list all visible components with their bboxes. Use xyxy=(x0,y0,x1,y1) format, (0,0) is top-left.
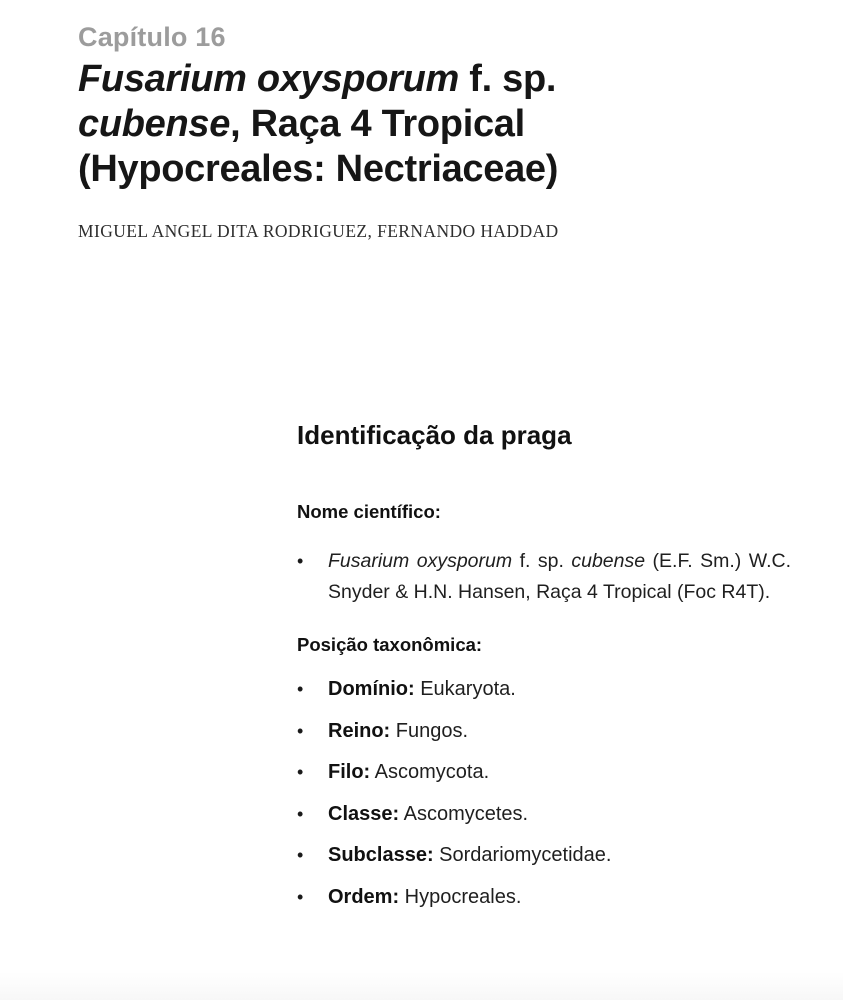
title-species-name: Fusarium oxysporum xyxy=(78,58,460,100)
taxonomy-item-dominio xyxy=(297,676,791,703)
taxonomy-item-text xyxy=(328,842,611,869)
taxonomy-list xyxy=(297,676,791,925)
taxonomy-item-ordem xyxy=(297,884,791,911)
taxonomy-term: Reino: xyxy=(328,719,391,742)
chapter-kicker: Capítulo 16 xyxy=(78,22,226,52)
scientific-name-item xyxy=(297,546,791,608)
page-bottom-fade xyxy=(0,972,843,1000)
taxonomy-item-subclasse xyxy=(297,842,791,869)
taxonomy-term: Ordem: xyxy=(328,885,400,908)
taxonomy-value: Eukaryota. xyxy=(414,678,516,700)
bullet-icon: • xyxy=(297,720,304,741)
authority-text: (E.F. Sm.) W.C. Snyder & H.N. Hansen, Raça 4 Tropical (Foc R4T). xyxy=(328,550,791,603)
taxonomy-label: Posição taxonômica: xyxy=(297,634,483,655)
taxonomy-value: Sordariomycetidae. xyxy=(433,844,612,866)
taxonomy-item-text xyxy=(328,676,516,703)
title-line-1 xyxy=(78,58,556,100)
title-subspecies-name: cubense xyxy=(78,103,231,145)
title-line-1-rest: f. sp. xyxy=(459,58,557,100)
title-line-3: (Hypocreales: Nectriaceae) xyxy=(78,148,559,190)
taxonomy-item-text xyxy=(328,801,528,828)
taxonomy-item-text xyxy=(328,884,521,911)
taxonomy-term: Subclasse: xyxy=(328,844,434,866)
taxonomy-value: Ascomycetes. xyxy=(399,802,529,825)
bullet-icon: • xyxy=(297,803,304,824)
taxonomy-term: Filo: xyxy=(328,761,371,783)
taxonomy-item-reino xyxy=(297,718,791,745)
scientific-name-text xyxy=(328,546,791,608)
scientific-name-label: Nome científico: xyxy=(297,501,441,522)
bullet-icon: • xyxy=(297,845,304,865)
taxonomy-term: Domínio: xyxy=(328,678,415,700)
species-name: Fusarium oxysporum xyxy=(328,550,513,572)
bullet-icon: • xyxy=(297,762,304,782)
bullet-icon: • xyxy=(297,679,304,699)
authors-line: MIGUEL ANGEL DITA RODRIGUEZ, FERNANDO HADDAD xyxy=(78,221,559,241)
taxonomy-item-text xyxy=(328,718,468,745)
bullet-icon: • xyxy=(297,551,304,571)
taxonomy-value: Ascomycota. xyxy=(370,761,490,783)
title-line-2-rest: , Raça 4 Tropical xyxy=(230,103,525,145)
forma-specialis: f. sp. xyxy=(512,550,572,572)
taxonomy-item-filo xyxy=(297,759,791,786)
chapter-title xyxy=(78,57,678,192)
bullet-icon: • xyxy=(297,886,304,907)
taxonomy-item-classe xyxy=(297,801,791,828)
taxonomy-item-text xyxy=(328,759,489,786)
taxonomy-value: Fungos. xyxy=(390,719,469,742)
section-heading: Identificação da praga xyxy=(297,420,572,450)
subspecies-name: cubense xyxy=(571,550,646,572)
title-line-2 xyxy=(78,103,525,145)
taxonomy-value: Hypocreales. xyxy=(399,885,522,908)
taxonomy-term: Classe: xyxy=(328,802,400,825)
